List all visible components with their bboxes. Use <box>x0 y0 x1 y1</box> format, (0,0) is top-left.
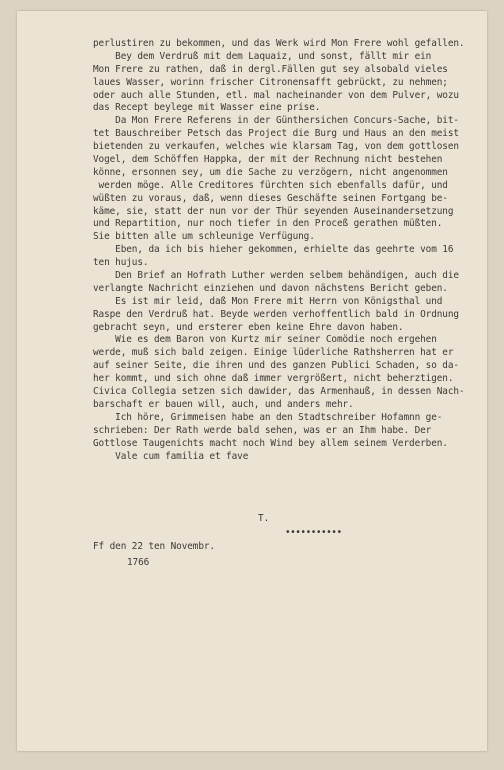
text-line: Vale cum familia et fave <box>93 450 249 462</box>
signature: T. <box>258 513 270 524</box>
text-line: Den Brief an Hofrath Luther werden selbem behändigen, auch die <box>93 270 459 282</box>
text-line: verlangte Nachricht einziehen und davon nächstens Bericht geben. <box>93 282 448 294</box>
text-line: schrieben: Der Rath werde bald sehen, was er an Ihm habe. Der <box>93 424 432 436</box>
text-line: bietenden zu verkaufen, welches wie klarsam Tag, von dem gottlosen <box>93 141 459 153</box>
text-line: Ich höre, Grimmeisen habe an den Stadtschreiber Hofamnn ge- <box>93 411 443 423</box>
text-line: Es ist mir leid, daß Mon Frere mit Herrn von Königsthal und <box>93 295 443 307</box>
place-date: Ff den 22 ten Novembr. <box>93 541 215 552</box>
text-line: Gottlose Taugenichts macht noch Wind bey allem seinem Verderben. <box>93 437 448 449</box>
text-line: laues Wasser, worinn frischer Citronensafft gebrückt, zu nehmen; <box>93 76 448 88</box>
text-line: perlustiren zu bekommen, und das Werk wird Mon Frere wohl gefallen. <box>93 38 465 49</box>
text-line: Civica Collegia setzen sich dawider, das Armenhauß, in dessen Nach- <box>93 386 465 398</box>
year: 1766 <box>127 557 150 568</box>
text-line: werden möge. Alle Creditores fürchten sich ebenfalls dafür, und <box>93 179 448 191</box>
text-line: Bey dem Verdruß mit dem Laquaiz, und sonst, fällt mir ein <box>93 50 432 62</box>
text-line: tet Bauschreiber Petsch das Project die Burg und Haus an den meist <box>93 128 459 140</box>
text-line: wüßten zu voraus, daß, wenn dieses Geschäfte seinen Fortgang be- <box>93 192 448 204</box>
text-line: Vogel, dem Schöffen Happka, der mit der Rechnung nicht bestehen <box>93 154 443 166</box>
text-line: her kommt, und sich ohne daß immer vergrößert, nicht beherztigen. <box>93 373 454 385</box>
text-line: barschaft er bauen will, auch, und anders mehr. <box>93 398 354 410</box>
text-line: käme, sie, statt der nun vor der Thür seyenden Auseinandersetzung <box>93 205 454 217</box>
separator-dots: ••••••••••• <box>285 527 342 538</box>
text-line: Raspe den Verdruß hat. Beyde werden verhoffentlich bald in Ordnung <box>93 308 459 320</box>
letter-body <box>93 38 491 463</box>
text-line: ten hujus. <box>93 257 149 269</box>
text-line: Da Mon Frere Referens in der Günthersichen Concurs-Sache, bit- <box>93 115 459 127</box>
text-line: Mon Frere zu rathen, daß in dergl.Fällen gut sey alsobald vieles <box>93 63 448 75</box>
text-line: werde, muß sich bald zeigen. Einige lüderliche Rathsherren hat er <box>93 347 454 359</box>
text-line: gebracht seyn, und ersterer eben keine Ehre davon haben. <box>93 321 404 333</box>
text-line: könne, ersonnen sey, um die Sache zu verzögern, nicht angenommen <box>93 166 448 178</box>
dateline <box>93 539 393 571</box>
text-line: und Repartition, nur noch tiefer in den Proceß gerathen müßten. <box>93 218 443 230</box>
text-line: Eben, da ich bis hieher gekommen, erhielte das geehrte vom 16 <box>93 244 454 256</box>
text-line: Sie bitten alle um schleunige Verfügung. <box>93 231 315 243</box>
text-line: auf seiner Seite, die ihren und des ganzen Publici Schaden, so da- <box>93 360 459 372</box>
text-line: oder auch alle Stunden, etl. mal nacheinander von dem Pulver, wozu <box>93 89 459 101</box>
text-line: Wie es dem Baron von Kurtz mir seiner Comödie noch ergehen <box>93 334 437 346</box>
text-line: das Recept beylege mit Wasser eine prise. <box>93 102 321 114</box>
